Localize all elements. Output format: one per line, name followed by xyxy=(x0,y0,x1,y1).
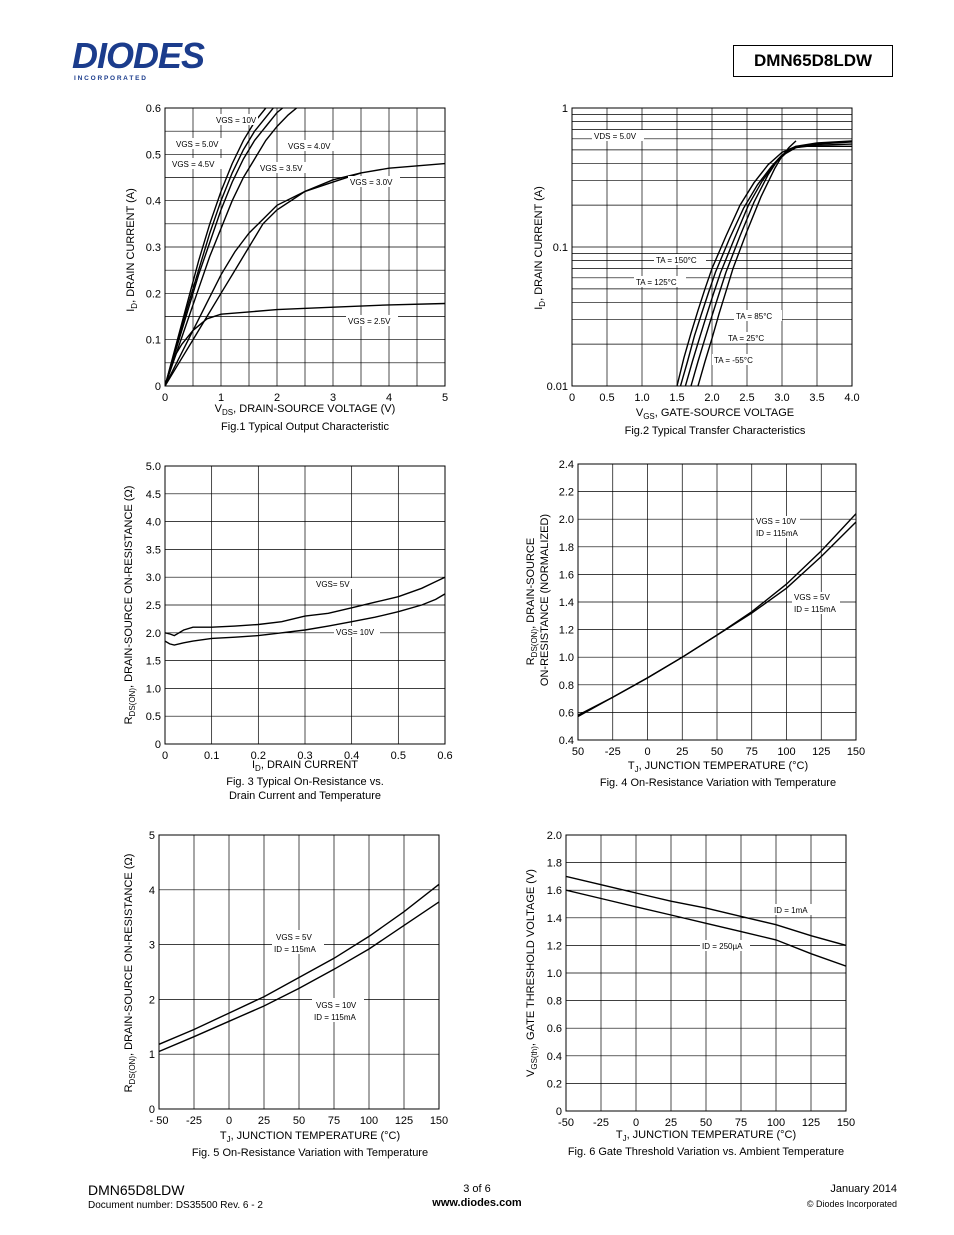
y-tick-label: 1.4 xyxy=(546,912,562,925)
x-tick-label: 0 xyxy=(161,392,169,404)
anno-ta-minus55: TA = -55°C xyxy=(714,356,753,365)
anno-vgs-2-5: VGS = 2.5V xyxy=(348,317,391,326)
y-tick-label: 1 xyxy=(561,103,568,115)
anno-vgs-4: VGS = 4.0V xyxy=(288,142,331,151)
anno-id-5: ID = 115mA xyxy=(794,605,836,614)
y-tick-label: 1.6 xyxy=(558,569,574,582)
x-tick-label: 1.5 xyxy=(669,392,685,404)
x-tick-label: 50 xyxy=(571,746,585,758)
anno-id-10: ID = 115mA xyxy=(314,1013,356,1022)
footer-part-number: DMN65D8LDW xyxy=(88,1182,185,1198)
y-tick-label: 1 xyxy=(148,1049,155,1062)
y-tick-label: 0.1 xyxy=(552,242,568,254)
y-tick-label: 2.0 xyxy=(145,627,161,640)
y-tick-label: 0.4 xyxy=(546,1050,562,1063)
y-tick-label: 0.6 xyxy=(558,707,574,720)
y-axis-label: $R_{DS(ON)}$, DRAIN-SOURCE ON-RESISTANCE (Ω) xyxy=(123,485,137,725)
anno-vgs-10: VGS= 10V xyxy=(336,628,375,637)
x-tick-label: 0 xyxy=(225,1115,233,1127)
x-tick-label: 1 xyxy=(217,392,225,404)
x-tick-label: 0 xyxy=(632,1117,640,1129)
anno-ta-25: TA = 25°C xyxy=(728,334,765,343)
x-tick-label: 125 xyxy=(394,1115,414,1127)
x-tick-label: 0.2 xyxy=(250,750,266,762)
caption-line-1: Fig. 6 Gate Threshold Variation vs. Ambient Temperature xyxy=(567,1146,845,1158)
y-tick-label: 2.4 xyxy=(558,459,574,471)
x-tick-label: - 50 xyxy=(149,1115,169,1127)
anno-vgs-10: VGS = 10V xyxy=(316,1001,357,1010)
part-number-box: DMN65D8LDW xyxy=(733,45,893,77)
x-tick-labels xyxy=(569,392,860,404)
x-tick-label: 150 xyxy=(429,1115,449,1127)
anno-vgs-5: VGS= 5V xyxy=(316,580,350,589)
x-tick-label: 75 xyxy=(734,1117,748,1129)
y-tick-label: 4.5 xyxy=(145,488,161,501)
x-axis-label: $I_D$, DRAIN CURRENT xyxy=(251,759,359,773)
caption-line-1: Fig. 4 On-Resistance Variation with Temperature xyxy=(599,777,837,789)
y-tick-label: 5.0 xyxy=(145,461,161,473)
y-tick-label: 3.5 xyxy=(145,544,161,557)
y-tick-label: 2.0 xyxy=(558,514,574,527)
y-tick-label: 1.8 xyxy=(546,857,562,870)
fig3-on-resistance-vs-current xyxy=(110,460,460,805)
x-axis-label: $T_J$, JUNCTION TEMPERATURE (°C) xyxy=(627,760,809,774)
x-tick-label: 100 xyxy=(766,1117,786,1129)
y-tick-label: 2.2 xyxy=(558,486,574,499)
x-tick-label: 0 xyxy=(644,746,651,758)
anno-ta-125: TA = 125°C xyxy=(636,278,677,287)
y-tick-label: 0 xyxy=(148,1104,155,1116)
x-tick-label: 150 xyxy=(846,746,866,758)
anno-vgs-4-5: VGS = 4.5V xyxy=(172,160,215,169)
x-tick-labels xyxy=(150,1115,449,1127)
x-tick-label: 3.5 xyxy=(809,392,825,404)
x-tick-label: 100 xyxy=(359,1115,379,1127)
y-tick-label: 1.2 xyxy=(546,940,562,953)
logo-text: DIODES xyxy=(72,38,205,76)
x-tick-label: 5 xyxy=(441,392,449,404)
caption-line-1: Fig.1 Typical Output Characteristic xyxy=(221,421,389,433)
anno-vgs-3: VGS = 3.0V xyxy=(350,178,393,187)
y-axis-label: $V_{GS(th)}$, GATE THRESHOLD VOLTAGE (V) xyxy=(525,869,539,1077)
y-tick-label: 0.2 xyxy=(145,288,161,301)
footer-document-number: Document number: DS35500 Rev. 6 - 2 xyxy=(88,1200,263,1211)
y-tick-label: 0.8 xyxy=(546,995,562,1008)
x-tick-label: 0.3 xyxy=(297,750,313,762)
y-tick-label: 0.4 xyxy=(145,195,161,208)
grid xyxy=(165,466,445,744)
x-tick-label: 0 xyxy=(161,750,169,762)
y-tick-labels xyxy=(547,830,562,1118)
y-tick-label: 1.2 xyxy=(558,624,574,637)
x-tick-label: -25 xyxy=(593,1117,609,1129)
x-tick-label: 0.4 xyxy=(344,750,360,762)
fig5-on-resistance-vs-temp xyxy=(110,828,460,1163)
x-axis-label: $V_{DS}$, DRAIN-SOURCE VOLTAGE (V) xyxy=(214,403,396,417)
y-axis-label: $R_{DS(ON)}$, DRAIN-SOURCE ON-RESISTANCE (Ω) xyxy=(123,853,137,1093)
series-line xyxy=(691,146,852,386)
x-tick-label: 1.0 xyxy=(634,392,650,404)
y-tick-label: 1.6 xyxy=(546,885,562,898)
fig4-normalized-on-resistance-vs-temp xyxy=(520,460,880,805)
y-tick-label: 1.4 xyxy=(558,597,574,609)
fig2-transfer-characteristics xyxy=(520,100,880,440)
footer-date: January 2014 xyxy=(830,1183,897,1195)
y-tick-label: 0.6 xyxy=(145,103,161,115)
y-tick-label: 4.0 xyxy=(145,516,161,529)
x-tick-label: 125 xyxy=(801,1117,821,1129)
caption-line-1: Fig. 5 On-Resistance Variation with Temperature xyxy=(191,1147,429,1159)
anno-vgs-5: VGS = 5V xyxy=(276,933,312,942)
y-tick-label: 1.0 xyxy=(558,652,574,665)
x-tick-label: 2.5 xyxy=(739,392,755,404)
x-tick-label: 2 xyxy=(273,392,281,404)
annotations xyxy=(272,930,364,1022)
annotations xyxy=(170,114,400,326)
y-axis-label: $I_D$, DRAIN CURRENT (A) xyxy=(125,188,139,312)
x-tick-label: 0.5 xyxy=(390,750,406,762)
annotations xyxy=(592,130,782,365)
y-tick-label: 0.3 xyxy=(145,242,161,254)
footer-page: 3 of 6 xyxy=(463,1183,491,1195)
y-axis-label: $I_D$, DRAIN CURRENT (A) xyxy=(533,186,547,310)
y-tick-label: 1.5 xyxy=(145,655,161,668)
anno-vgs-5: VGS = 5V xyxy=(794,593,830,602)
x-tick-label: 50 xyxy=(699,1117,713,1129)
y-axis-label: $R_{DS(ON)}$, DRAIN-SOURCE ON-RESISTANCE (NORMALIZED) xyxy=(525,513,551,687)
anno-ta-150: TA = 150°C xyxy=(656,256,697,265)
x-tick-label: 100 xyxy=(777,746,796,758)
y-tick-label: 0.2 xyxy=(546,1078,562,1091)
y-tick-label: 0.01 xyxy=(546,381,568,393)
y-tick-label: 0.6 xyxy=(546,1023,562,1036)
footer-copyright: © Diodes Incorporated xyxy=(806,1199,897,1209)
logo-subtext: I N C O R P O R A T E D xyxy=(74,75,146,82)
x-tick-label: 50 xyxy=(292,1115,306,1127)
caption-line-1: Fig.2 Typical Transfer Characteristics xyxy=(624,425,806,437)
x-tick-label: 0 xyxy=(568,392,576,404)
y-tick-label: 0.4 xyxy=(558,735,574,747)
y-tick-label: 4 xyxy=(148,884,155,897)
y-tick-labels xyxy=(146,461,161,751)
x-tick-label: 3.0 xyxy=(774,392,790,404)
anno-id-1ma: ID = 1mA xyxy=(774,906,808,915)
x-tick-label: 2.0 xyxy=(704,392,720,404)
y-tick-label: 0 xyxy=(555,1106,562,1118)
x-axis-label: $T_J$, JUNCTION TEMPERATURE (°C) xyxy=(615,1129,797,1143)
y-tick-label: 0.8 xyxy=(558,679,574,692)
x-tick-label: 150 xyxy=(836,1117,856,1129)
x-axis-label: $T_J$, JUNCTION TEMPERATURE (°C) xyxy=(219,1130,401,1144)
y-tick-label: 5 xyxy=(148,830,155,842)
x-tick-label: 3 xyxy=(329,392,337,404)
x-tick-label: 25 xyxy=(676,746,689,758)
y-tick-label: 3 xyxy=(148,939,155,952)
y-tick-label: 2.0 xyxy=(546,830,562,842)
x-tick-label: 75 xyxy=(327,1115,341,1127)
fig1-output-characteristic xyxy=(110,100,460,440)
x-tick-label: -25 xyxy=(186,1115,202,1127)
x-tick-label: 125 xyxy=(812,746,831,758)
caption-line-2: Drain Current and Temperature xyxy=(228,790,382,802)
diodes-logo-graphic xyxy=(72,38,248,82)
caption-line-1: Fig. 3 Typical On-Resistance vs. xyxy=(226,776,384,788)
x-tick-label: 4 xyxy=(385,392,393,404)
annotations xyxy=(314,578,380,637)
y-tick-label: 3.0 xyxy=(145,572,161,585)
grid xyxy=(572,108,852,386)
anno-vgs-5: VGS = 5.0V xyxy=(176,140,219,149)
anno-id-10: ID = 115mA xyxy=(756,529,798,538)
x-axis-label: $V_{GS}$, GATE-SOURCE VOLTAGE xyxy=(635,407,795,421)
x-tick-labels xyxy=(558,1117,855,1129)
y-tick-labels xyxy=(559,459,574,747)
anno-id-250ua: ID = 250µA xyxy=(702,942,743,951)
y-tick-label: 0.1 xyxy=(145,334,161,347)
y-tick-label: 0.5 xyxy=(145,149,161,162)
x-tick-label: -50 xyxy=(558,1117,574,1129)
grid xyxy=(566,835,846,1111)
y-tick-label: 1.8 xyxy=(558,541,574,554)
y-tick-label: 1.0 xyxy=(546,968,562,980)
y-tick-label: 0 xyxy=(154,739,161,751)
y-tick-labels xyxy=(547,103,568,393)
grid xyxy=(159,835,439,1109)
x-tick-label: -25 xyxy=(604,746,621,758)
x-tick-labels xyxy=(572,746,865,758)
anno-vgs-10: VGS = 10V xyxy=(216,116,257,125)
footer-website[interactable]: www.diodes.com xyxy=(432,1197,522,1209)
x-tick-label: 25 xyxy=(257,1115,271,1127)
anno-ta-85: TA = 85°C xyxy=(736,312,773,321)
x-tick-label: 50 xyxy=(710,746,724,758)
x-tick-label: 25 xyxy=(664,1117,678,1129)
x-tick-label: 0.5 xyxy=(599,392,615,404)
x-tick-label: 75 xyxy=(745,746,758,758)
series-line xyxy=(165,173,361,386)
y-tick-label: 1.0 xyxy=(145,683,161,696)
anno-vds: VDS = 5.0V xyxy=(594,132,637,141)
x-tick-label: 4.0 xyxy=(844,392,860,404)
y-tick-label: 2 xyxy=(148,994,155,1007)
diodes-logo xyxy=(72,38,248,82)
y-tick-label: 0.5 xyxy=(145,711,161,724)
y-tick-label: 0 xyxy=(154,381,161,393)
fig6-gate-threshold-vs-temp xyxy=(520,828,880,1163)
anno-vgs-3-5: VGS = 3.5V xyxy=(260,164,303,173)
y-tick-labels xyxy=(149,830,155,1116)
y-tick-labels xyxy=(146,103,161,393)
x-tick-label: 0.1 xyxy=(204,750,220,762)
y-tick-label: 2.5 xyxy=(145,600,161,612)
anno-vgs-10: VGS = 10V xyxy=(756,517,797,526)
anno-id-5: ID = 115mA xyxy=(274,945,316,954)
x-tick-label: 0.6 xyxy=(437,750,453,762)
